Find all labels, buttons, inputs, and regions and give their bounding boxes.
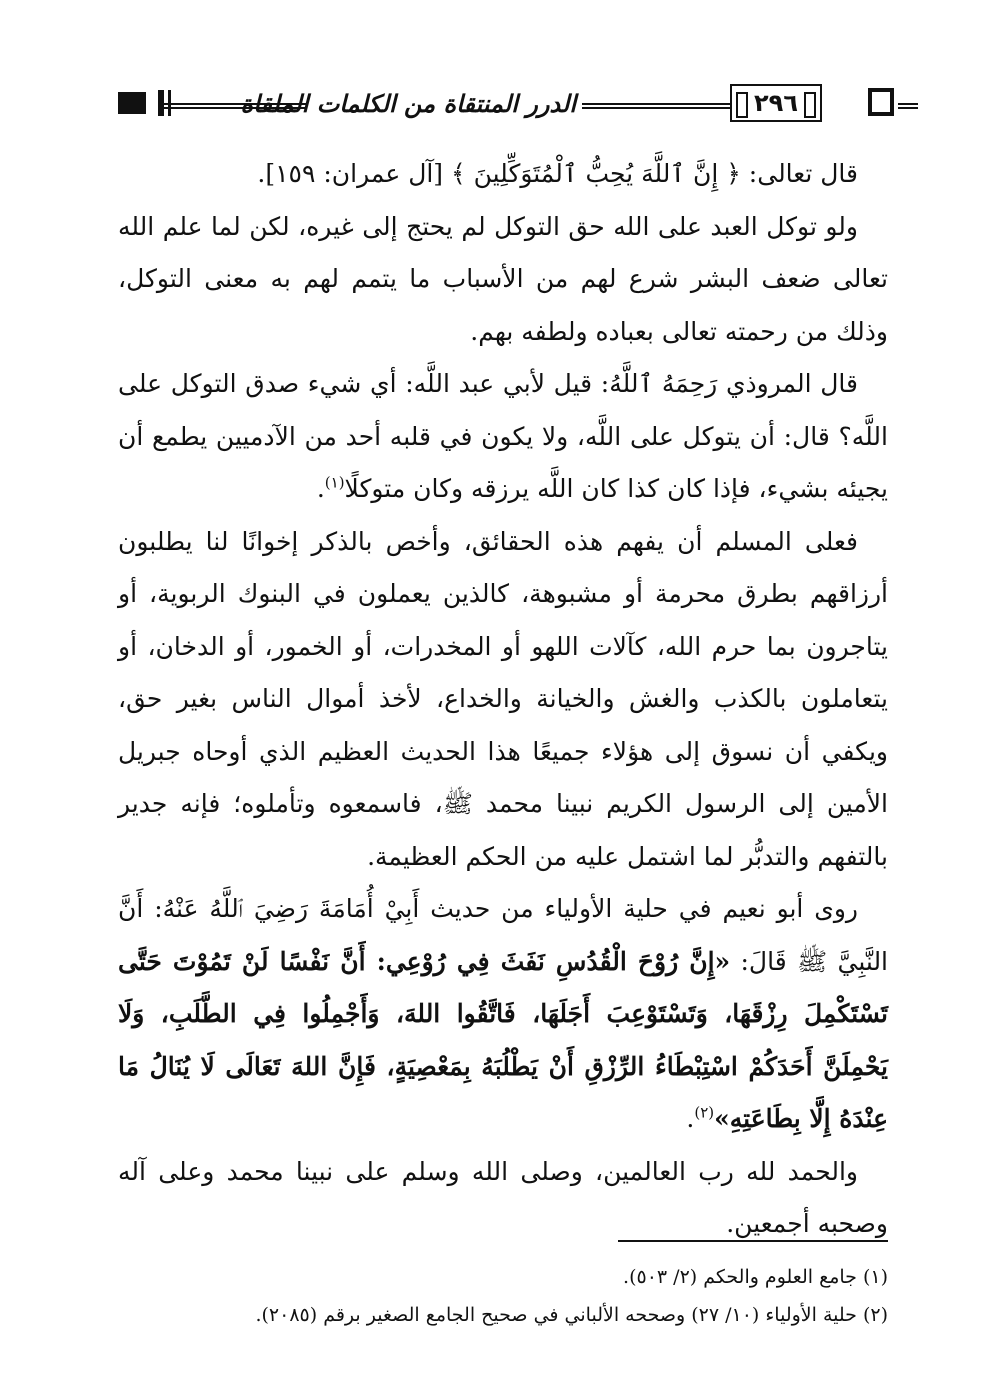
paragraph: ولو توكل العبد على الله حق التوكل لم يحتج إلى غيره، لكن لما علم الله تعالى ضعف البشر شرع لهم من الأسباب ما يتمم لهم به معنى التوكل، وذلك من رحمته تعالى بعباده ولطفه بهم. — [118, 211, 888, 346]
footnote-divider — [618, 1240, 888, 1242]
page-header — [112, 82, 890, 128]
footnotes — [118, 1258, 888, 1334]
paragraph-hadith — [118, 883, 888, 1146]
header-ornament-right — [868, 88, 894, 116]
header-rule — [898, 103, 918, 109]
hadith-text: «إِنَّ رُوْحَ الْقُدُسِ نَفَثَ فِي رُوْعِي: أَنَّ نَفْسًا لَنْ تَمُوْتَ حَتَّى تَسْتَكْمِلَ رِزْقَهَا، وَتَسْتَوْعِبَ أَجَلَهَا، فَاتَّقُوا اللهَ، وَأَجْمِلُوا فِي الطَّلَبِ، وَلَا يَحْمِلَنَّ أَحَدَكُمْ اسْتِبْطَاءُ الرِّزْقِ أَنْ يَطْلُبَهُ بِمَعْصِيَةٍ، فَإِنَّ اللهَ تَعَالَى لَا يُنَالُ مَا عِنْدَهُ إِلَّا بِطَاعَتِهِ» — [118, 946, 888, 1133]
footnote-ref[interactable]: (٢) — [694, 1103, 715, 1122]
paragraph-verse: قال تعالى: ﴿ إِنَّ ٱللَّهَ يُحِبُّ ٱلْمُتَوَكِّلِينَ ﴾ [آل عمران: ١٥٩]. — [257, 159, 858, 188]
paragraph-quote — [118, 358, 888, 516]
paragraph-text: قال المروذي رَحِمَهُ ٱللَّهُ: قيل لأبي عبد اللَّه: أي شيء صدق التوكل على اللَّه؟ قال: أن يتوكل على اللَّه، ولا يكون في قلبه أحد من الآدميين يطمع أن يجيئه بشيء، فإذا كان كذا كان اللَّه يرزقه وكان متوكلًا — [118, 369, 888, 503]
footnote-item: (١) جامع العلوم والحكم (٢/ ٥٠٣). — [623, 1266, 888, 1288]
footnote-ref[interactable]: (١) — [324, 473, 345, 492]
paragraph-end: . — [686, 1104, 695, 1133]
page-number: ٢٩٦ — [730, 84, 822, 122]
paragraph-end: . — [316, 474, 325, 503]
hadith-intro: روى أبو نعيم في حلية الأولياء من حديث أَبِيْ أُمَامَةَ رَضِيَ ٱللَّهُ عَنْهُ: أَنَّ النَّبِيَّ ﷺ قَالَ: — [118, 894, 889, 976]
main-text — [118, 148, 888, 1251]
paragraph: فعلى المسلم أن يفهم هذه الحقائق، وأخص بالذكر إخوانًا لنا يطلبون أرزاقهم بطرق محرمة أو مشبوهة، كالذين يعملون في البنوك الربوية، أو يتاجرون بما حرم الله، كآلات اللهو أو المخدرات، أو الخمور، أو الدخان، أو يتعاملون بالكذب والغش والخيانة والخداع، لأخذ أموال الناس بغير حق، ويكفي أن نسوق إلى هؤلاء جميعًا هذا الحديث العظيم الذي أوحاه جبريل الأمين إلى الرسول الكريم نبينا محمد ﷺ، فاسمعوه وتأملوه؛ فإنه جدير بالتفهم والتدبُّر لما اشتمل عليه من الحكم العظيمة. — [118, 526, 888, 871]
paragraph-closing: والحمد لله رب العالمين، وصلى الله وسلم على نبينا محمد وعلى آله وصحبه أجمعين. — [118, 1156, 888, 1238]
header-ornament-left — [118, 92, 146, 114]
running-title: الدرر المنتقاة من الكلمات الملقاة — [240, 89, 576, 118]
footnote-item: (٢) حلية الأولياء (١٠/ ٢٧) وصححه الألباني في صحيح الجامع الصغير برقم (٢٠٨٥). — [255, 1304, 888, 1326]
